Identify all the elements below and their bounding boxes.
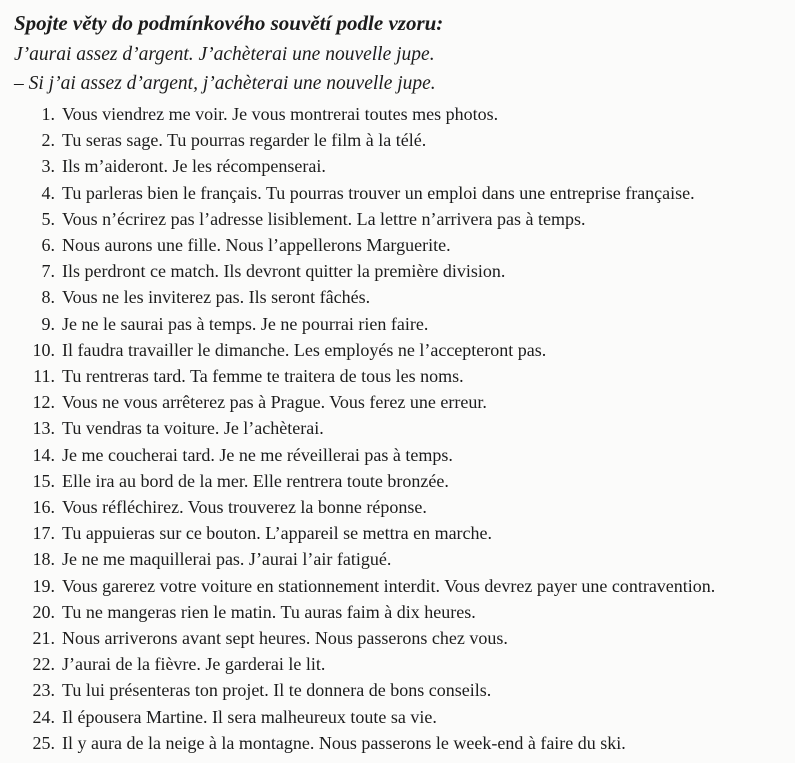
- item-text: Nous aurons une fille. Nous l’appellerons Marguerite.: [62, 235, 451, 256]
- item-number: 12.: [32, 392, 55, 413]
- item-number: 10.: [32, 339, 55, 360]
- item-number: 1.: [41, 104, 55, 124]
- item-text: J’aurai de la fièvre. Je garderai le lit.: [62, 654, 326, 675]
- item-text: Tu lui présenteras ton projet. Il te donnera de bons conseils.: [62, 680, 492, 701]
- item-number: 11.: [33, 366, 55, 387]
- item-text: Ils perdront ce match. Ils devront quitter la première division.: [62, 261, 506, 282]
- list-item: [14, 101, 787, 127]
- list-item: [14, 415, 787, 441]
- item-text: Il y aura de la neige à la montagne. Nous passerons le week-end à faire du ski.: [62, 732, 626, 753]
- item-text: Je ne me maquillerai pas. J’aurai l’air fatigué.: [62, 549, 392, 570]
- item-number: 8.: [41, 287, 55, 308]
- list-item: [14, 180, 787, 206]
- item-number: 21.: [32, 628, 55, 649]
- list-item: [14, 468, 787, 494]
- item-number: 15.: [32, 470, 55, 491]
- item-number: 16.: [32, 497, 55, 518]
- item-text: Vous réfléchirez. Vous trouverez la bonne réponse.: [62, 497, 427, 518]
- item-number: 19.: [32, 575, 55, 596]
- item-text: Ils m’aideront. Je les récompenserai.: [62, 156, 326, 177]
- list-item: [14, 311, 787, 337]
- list-item: [14, 206, 787, 232]
- item-number: 7.: [41, 261, 55, 282]
- item-number: 24.: [32, 706, 55, 727]
- list-item: [14, 442, 787, 468]
- item-text: Tu rentreras tard. Ta femme te traitera de tous les noms.: [62, 366, 464, 387]
- item-number: 20.: [32, 601, 55, 622]
- item-number: 17.: [32, 523, 55, 544]
- item-text: Tu vendras ta voiture. Je l’achèterai.: [62, 418, 324, 439]
- item-number: 18.: [32, 549, 55, 570]
- item-number: 4.: [41, 182, 55, 203]
- list-item: [14, 730, 787, 756]
- list-item: [14, 651, 787, 677]
- item-number: 9.: [41, 313, 55, 334]
- list-item: [14, 153, 787, 179]
- exercise-instruction-title: Spojte věty do podmínkového souvětí podle vzoru:: [14, 11, 444, 35]
- list-item: [14, 520, 787, 546]
- item-text: Tu seras sage. Tu pourras regarder le film à la télé.: [62, 130, 427, 151]
- item-number: 6.: [41, 235, 55, 256]
- item-text: Elle ira au bord de la mer. Elle rentrera toute bronzée.: [62, 470, 449, 491]
- item-text: Tu appuieras sur ce bouton. L’appareil se mettra en marche.: [62, 523, 493, 544]
- item-text: Je ne le saurai pas à temps. Je ne pourrai rien faire.: [62, 313, 429, 334]
- list-item: [14, 704, 787, 730]
- item-text: Il faudra travailler le dimanche. Les employés ne l’accepteront pas.: [62, 339, 547, 360]
- list-item: [14, 573, 787, 599]
- sentence-list: [14, 101, 787, 756]
- example-sentence: J’aurai assez d’argent. J’achèterai une nouvelle jupe.: [14, 44, 435, 65]
- list-item: [14, 494, 787, 520]
- item-number: 13.: [32, 418, 55, 439]
- item-text: Tu parleras bien le français. Tu pourras trouver un emploi dans une entreprise française.: [62, 182, 695, 203]
- item-number: 25.: [32, 732, 55, 753]
- list-item: [14, 232, 787, 258]
- list-item: [14, 389, 787, 415]
- item-text: Vous ne vous arrêterez pas à Prague. Vous ferez une erreur.: [62, 392, 487, 413]
- list-item: [14, 625, 787, 651]
- list-item: [14, 363, 787, 389]
- item-text: Je me coucherai tard. Je ne me réveillerai pas à temps.: [62, 444, 453, 465]
- item-text: Tu ne mangeras rien le matin. Tu auras faim à dix heures.: [62, 601, 476, 622]
- item-number: 23.: [32, 680, 55, 701]
- item-number: 5.: [41, 208, 55, 229]
- list-item: [14, 546, 787, 572]
- item-text: Vous ne les inviterez pas. Ils seront fâchés.: [62, 287, 371, 308]
- item-text: Vous garerez votre voiture en stationnement interdit. Vous devrez payer une contravention.: [62, 575, 716, 596]
- list-item: [14, 337, 787, 363]
- list-item: [14, 677, 787, 703]
- list-item: [14, 258, 787, 284]
- item-text: Nous arriverons avant sept heures. Nous passerons chez vous.: [62, 628, 508, 649]
- item-text: Vous viendrez me voir. Je vous montrerai toutes mes photos.: [62, 104, 499, 124]
- item-text: Il épousera Martine. Il sera malheureux toute sa vie.: [62, 706, 437, 727]
- item-number: 3.: [41, 156, 55, 177]
- example-answer: – Si j’ai assez d’argent, j’achèterai une nouvelle jupe.: [14, 73, 436, 94]
- item-number: 22.: [32, 654, 55, 675]
- item-number: 2.: [41, 130, 55, 151]
- list-item: [14, 284, 787, 310]
- item-number: 14.: [32, 444, 55, 465]
- item-text: Vous n’écrirez pas l’adresse lisiblement. La lettre n’arrivera pas à temps.: [62, 208, 586, 229]
- list-item: [14, 127, 787, 153]
- list-item: [14, 599, 787, 625]
